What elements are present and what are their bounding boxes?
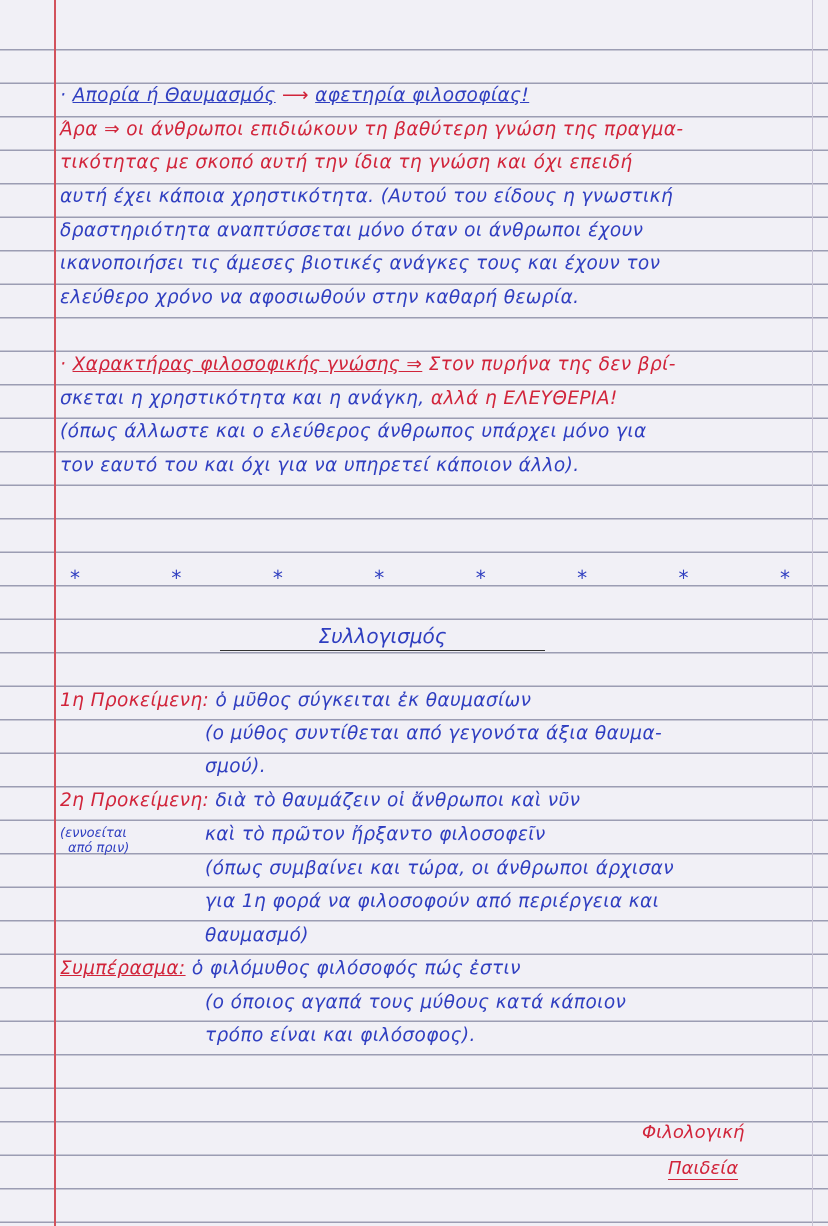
signature-line: Παιδεία	[668, 1158, 739, 1179]
text-line: ικανοποιήσει τις άμεσες βιοτικές ανάγκες τους και έχουν τον	[60, 253, 661, 274]
star-icon: *	[779, 566, 790, 590]
text-part: σκεται η χρηστικότητα και η ανάγκη,	[60, 388, 425, 409]
side-note-line: (εννοείται	[60, 826, 127, 841]
text-line: δραστηριότητα αναπτύσσεται μόνο όταν οι άνθρωποι έχουν	[60, 220, 644, 241]
premise-text: διὰ τὸ θαυμάζειν οἱ ἄνθρωποι καὶ νῦν	[215, 790, 581, 811]
premise-label: 1η Προκείμενη:	[60, 690, 210, 711]
premise-label: 2η Προκείμενη:	[60, 790, 210, 811]
heading-part: αφετηρία φιλοσοφίας!	[315, 85, 530, 106]
heading-part: Χαρακτήρας φιλοσοφικής γνώσης ⇒	[72, 354, 423, 375]
text-line: Άρα ⇒ οι άνθρωποι επιδιώκουν τη βαθύτερη γνώση της πραγμα-	[60, 119, 684, 140]
star-icon: *	[272, 566, 283, 590]
page-edge	[812, 0, 813, 1226]
note-line: τρόπο είναι και φιλόσοφος).	[205, 1025, 476, 1046]
premise-2	[60, 790, 580, 811]
section1-heading	[60, 85, 529, 106]
bullet: ·	[60, 354, 67, 375]
text-line: ελεύθερο χρόνο να αφοσιωθούν στην καθαρή θεωρία.	[60, 287, 580, 308]
note-line: (ο μύθος συντίθεται από γεγονότα άξια θαυμα-	[205, 723, 663, 744]
note-line: θαυμασμό)	[205, 925, 309, 946]
arrow-icon: ⟶	[281, 85, 309, 106]
side-note-line: από πριν)	[68, 841, 130, 856]
section2-heading	[60, 354, 676, 375]
conclusion-label: Συμπέρασμα:	[60, 958, 186, 979]
note-line: σμού).	[205, 756, 267, 777]
text-line: (όπως άλλωστε και ο ελεύθερος άνθρωπος υπάρχει μόνο για	[60, 421, 647, 442]
note-line: (ο όποιος αγαπά τους μύθους κατά κάποιον	[205, 992, 627, 1013]
star-icon: *	[577, 566, 588, 590]
text-line	[60, 388, 618, 409]
star-icon: *	[678, 566, 689, 590]
conclusion-text: ὁ φιλόμυθος φιλόσοφός πώς ἐστιν	[191, 958, 521, 979]
note-line: για 1η φορά να φιλοσοφούν από περιέργεια και	[205, 891, 660, 912]
premise-text: ὁ μῦθος σύγκειται ἐκ θαυμασίων	[215, 690, 532, 711]
star-icon: *	[475, 566, 486, 590]
syllogism-title: Συλλογισμός	[220, 624, 545, 651]
text-line: τον εαυτό του και όχι για να υπηρετεί κάποιον άλλο).	[60, 455, 580, 476]
heading-part: Απορία ή Θαυμασμός	[72, 85, 276, 106]
text-line: τικότητας με σκοπό αυτή την ίδια τη γνώση και όχι επειδή	[60, 152, 633, 173]
conclusion	[60, 958, 521, 979]
star-icon: *	[374, 566, 385, 590]
side-note	[60, 826, 129, 856]
note-line: (όπως συμβαίνει και τώρα, οι άνθρωποι άρχισαν	[205, 858, 674, 879]
text-line: καὶ τὸ πρῶτον ἤρξαντο φιλοσοφεῖν	[205, 824, 546, 845]
star-icon: *	[70, 566, 80, 590]
signature-line: Φιλολογική	[642, 1122, 745, 1143]
heading-part: Στον πυρήνα της δεν βρί-	[428, 354, 676, 375]
red-margin-line	[54, 0, 56, 1226]
bullet: ·	[60, 85, 67, 106]
text-line: αυτή έχει κάποια χρηστικότητα. (Αυτού του είδους η γνωστική	[60, 186, 674, 207]
star-divider	[70, 566, 790, 590]
star-icon: *	[171, 566, 182, 590]
text-part-emphasis: αλλά η ΕΛΕΥΘΕΡΙΑ!	[430, 388, 618, 409]
premise-1	[60, 690, 531, 711]
